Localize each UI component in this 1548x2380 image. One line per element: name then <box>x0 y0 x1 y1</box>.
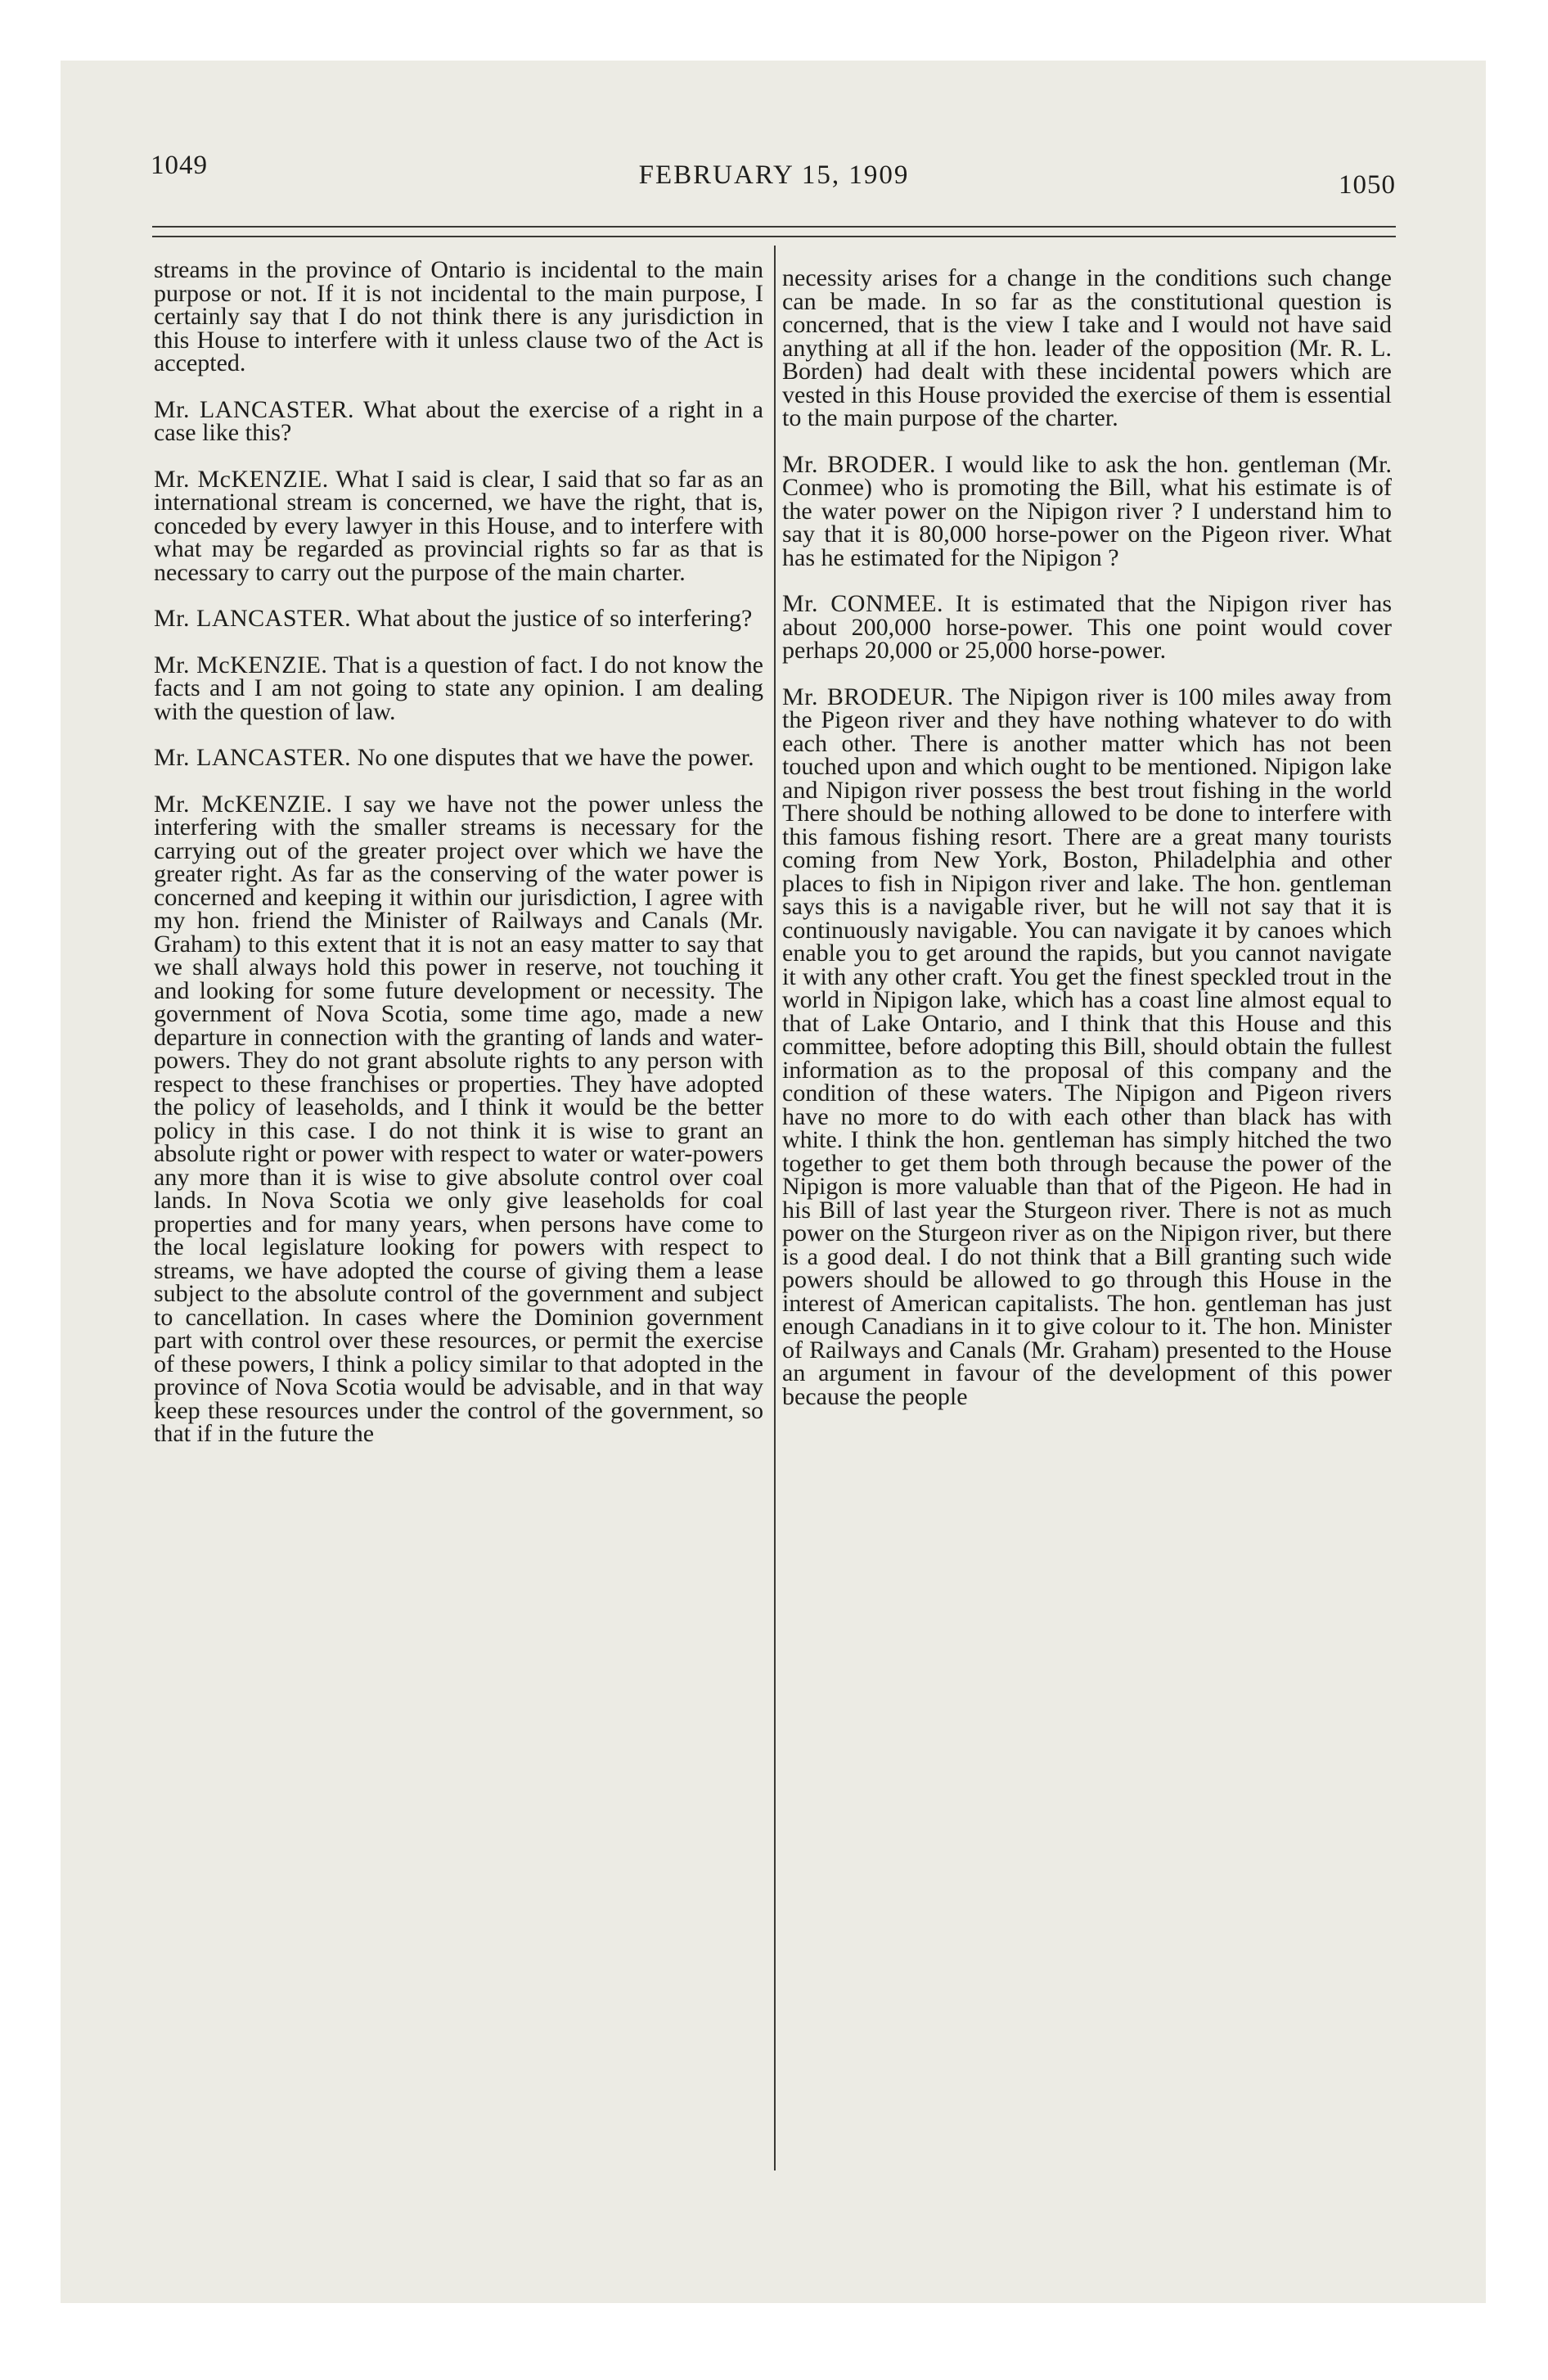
paragraph <box>154 256 763 376</box>
speaker-name: Mr. LANCASTER. <box>154 605 352 632</box>
paragraph <box>782 450 1392 571</box>
column-divider <box>774 246 776 2170</box>
paragraph-text: What I said is clear, I said that so far as an international stream is concerned, we have the right, that is, conceded by every lawyer in this House, and to interfere with what may be regarded as provincial rights so far as that is necessary to carry out the purpose of the main charter. <box>154 465 763 586</box>
page-number-left: 1049 <box>151 151 208 180</box>
paragraph-text: streams in the province of Ontario is incidental to the main purpose or not. If it is not incidental to the main purpose, I certainly say that I do not think there is any jurisdiction in this House to interfere with it unless clause two of the Act is accepted. <box>154 256 763 376</box>
paragraph <box>782 264 1392 431</box>
speaker-name: Mr. BRODEUR. <box>782 683 954 710</box>
paragraph <box>782 590 1393 664</box>
header-rule-bottom <box>152 236 1396 237</box>
speaker-name: Mr. BRODER. <box>782 450 936 478</box>
paragraph-text: That is a question of fact. I do not know the facts and I am not going to state any opinion. I am dealing with the question of law. <box>154 651 763 725</box>
paragraph <box>154 395 763 446</box>
page-number-right: 1050 <box>1339 170 1396 200</box>
paragraph-text: necessity arises for a change in the conditions such change can be made. In so far as the constitutional question is concerned, that is the view I take and I would not have said anything at all if the hon. leader of the opposition (Mr. R. L. Borden) had dealt with these incidental powers which are vested in this House provided the exercise of them is essential to the main purpose of the charter. <box>782 264 1392 431</box>
paragraph <box>154 607 763 631</box>
paragraph-text: What about the exercise of a right in a case like this? <box>154 395 763 446</box>
speaker-name: Mr. CONMEE. <box>782 590 943 617</box>
paragraph <box>154 790 764 1447</box>
speaker-name: Mr. LANCASTER. <box>154 744 352 771</box>
paragraph <box>782 683 1392 1410</box>
speaker-name: Mr. McKENZIE. <box>154 651 328 678</box>
right-column <box>782 264 1393 1431</box>
speaker-name: Mr. McKENZIE. <box>154 465 329 493</box>
paragraph <box>154 465 763 586</box>
paragraph-text: I say we have not the power unless the interfering with the smaller streams is necessary for the carrying out of the greater project over which we have the greater right. As far as the conserving of the water power is concerned and keeping it within our jurisdiction, I agree with my hon. friend the Minister of Railways and Canals (Mr. Graham) to this extent that it is not an easy matter to say that we shall always hold this power in reserve, not touching it and looking for some future development or necessity. The government of Nova Scotia, some time ago, made a new departure in connection with the granting of lands and water-powers. They do not grant absolute rights to any person with respect to these franchises or properties. They have adopted the policy of leaseholds, and I think it would be the better policy in this case. I do not think it is wise to grant an absolute right or power with respect to water or water-powers any more than it is wise to give absolute control over coal lands. In Nova Scotia we only give leaseholds for coal properties and for many years, when persons have come to the local legislature looking for powers with respect to streams, we have adopted the course of giving them a lease subject to the absolute control of the government and subject to cancellation. In cases where the Dominion government part with control over these resources, or permit the exercise of these powers, I think a policy similar to that adopted in the province of Nova Scotia would be advisable, and in that way keep these resources under the control of the government, so that if in the future the <box>154 790 764 1447</box>
speaker-name: Mr. LANCASTER. <box>154 395 355 423</box>
paragraph <box>154 651 763 725</box>
paragraph <box>154 746 763 770</box>
left-column <box>154 256 764 1469</box>
paragraph-text: What about the justice of so interfering? <box>357 605 753 632</box>
paragraph-text: No one disputes that we have the power. <box>357 744 754 771</box>
speaker-name: Mr. McKENZIE. <box>154 790 333 818</box>
paragraph-text: It is estimated that the Nipigon river has about 200,000 horse-power. This one point would cover perhaps 20,000 or 25,000 horse-power. <box>782 590 1393 664</box>
paragraph-text: I would like to ask the hon. gentleman (Mr. Conmee) who is promoting the Bill, what his estimate is of the water power on the Nipigon river ? I understand him to say that it is 80,000 horse-power on the Pigeon river. What has he estimated for the Nipigon ? <box>782 450 1392 571</box>
paragraph-text: The Nipigon river is 100 miles away from the Pigeon river and they have nothing whatever to do with each other. There is another matter which has not been touched upon and which ought to be mentioned. Nipigon lake and Nipigon river possess the best trout fishing in the world There should be nothing allowed to be done to interfere with this famous fishing resort. There are a great many tourists coming from New York, Boston, Philadelphia and other places to fish in Nipigon river and lake. The hon. gentleman says this is a navigable river, but he will not say that it is continuously navigable. You can navigate it by canoes which enable you to get around the rapids, but you cannot navigate it with any other craft. You get the finest speckled trout in the world in Nipigon lake, which has a coast line almost equal to that of Lake Ontario, and I think that this House and this committee, before adopting this Bill, should obtain the fullest information as to the proposal of this company and the condition of these waters. The Nipigon and Pigeon rivers have no more to do with each other than black has with white. I think the hon. gentleman has simply hitched the two together to get them both through because the power of the Nipigon is more valuable than that of the Pigeon. He had in his Bill of last year the Sturgeon river. There is not as much power on the Sturgeon river as on the Nipigon river, but there is a good deal. I do not think that a Bill granting such wide powers should be allowed to go through this House in the interest of American capitalists. The hon. gentleman has just enough Canadians in it to give colour to it. The hon. Minister of Railways and Canals (Mr. Graham) presented to the House an argument in favour of the development of this power because the people <box>782 683 1392 1410</box>
page-date-heading: FEBRUARY 15, 1909 <box>638 160 910 190</box>
header-rule-top <box>152 226 1396 228</box>
